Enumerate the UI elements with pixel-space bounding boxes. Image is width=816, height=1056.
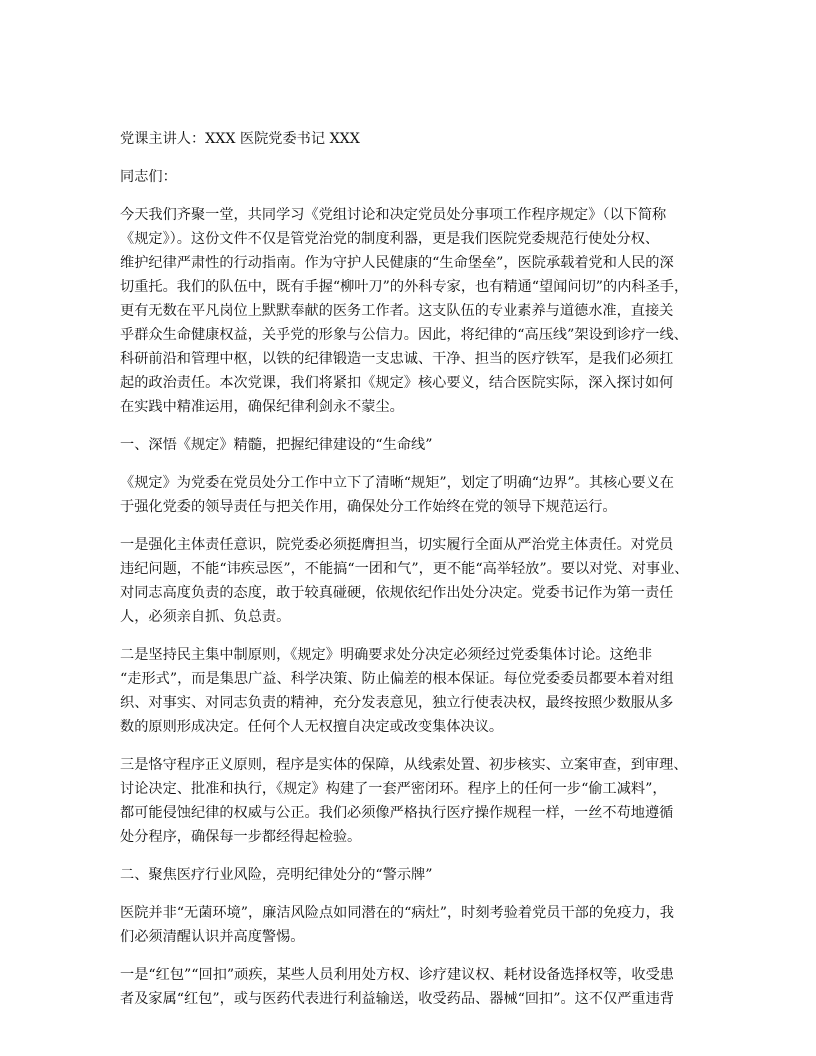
text-line: 维护纪律严肃性的行动指南。作为守护人民健康的“生命堡垒”，医院承载着党和人民的深: [120, 255, 674, 271]
body-paragraph: [120, 901, 700, 949]
text-line: 三是恪守程序正义原则，程序是实体的保障，从线索处置、初步核实、立案审查，到审理、: [120, 757, 688, 773]
text-line: 今天我们齐聚一堂，共同学习《党组讨论和决定党员处分事项工作程序规定》（以下简称: [120, 207, 667, 223]
text-line: 更有无数在平凡岗位上默默奉献的医务工作者。这支队伍的专业素养与道德水准，直接关: [120, 303, 674, 319]
text-line: 《规定》为党委在党员处分工作中立下了清晰“规矩”，划定了明确“边界”。其核心要义在: [120, 475, 674, 491]
text-line: 处分程序，确保每一步都经得起检验。: [120, 829, 362, 845]
text-line: 在实践中精准运用，确保纪律利剑永不蒙尘。: [120, 399, 404, 415]
text-line: 党课主讲人：XXX 医院党委书记 XXX: [120, 131, 360, 147]
text-line: 们必须清醒认识并高度警惕。: [120, 929, 305, 945]
text-line: 对同志高度负责的态度，敢于较真碰硬，依规依纪作出处分决定。党委书记作为第一责任: [120, 585, 674, 601]
text-line: 科研前沿和管理中枢，以铁的纪律锻造一支忠诚、干净、担当的医疗铁军，是我们必须扛: [120, 351, 674, 367]
body-paragraph: [120, 471, 700, 519]
text-line: 都可能侵蚀纪律的权威与公正。我们必须像严格执行医疗操作规程一样，一丝不苟地遵循: [120, 805, 674, 821]
text-line: 人，必须亲自抓、负总责。: [120, 609, 291, 625]
text-line: 讨论决定、批准和执行，《规定》构建了一套严密闭环。程序上的任何一步“偷工减料”，: [120, 781, 667, 797]
speaker-line: [120, 127, 700, 151]
text-line: “走形式”，而是集思广益、科学决策、防止偏差的根本保证。每位党委委员都要本着对组: [120, 671, 674, 687]
text-line: 违纪问题，不能“讳疾忌医”，不能搞“一团和气”，更不能“高举轻放”。要以对党、对事业、: [120, 561, 689, 577]
text-line: 二是坚持民主集中制原则，《规定》明确要求处分决定必须经过党委集体讨论。这绝非: [120, 647, 653, 663]
text-line: 织、对事实、对同志负责的精神，充分发表意见，独立行使表决权，最终按照少数服从多: [120, 695, 674, 711]
body-paragraph: [120, 963, 700, 1011]
text-line: 切重托。我们的队伍中，既有手握“柳叶刀”的外科专家，也有精通“望闻问切”的内科圣手，: [120, 279, 689, 295]
section-heading-2: [120, 863, 700, 887]
document-body: [120, 127, 700, 1025]
text-line: 数的原则形成决定。任何个人无权擅自决定或改变集体决议。: [120, 719, 504, 735]
text-line: 起的政治责任。本次党课，我们将紧扣《规定》核心要义，结合医院实际，深入探讨如何: [120, 375, 674, 391]
text-line: 《规定》）。这份文件不仅是管党治党的制度利器，更是我们医院党委规范行使处分权、: [120, 231, 660, 247]
section-heading-1: [120, 433, 700, 457]
text-line: 同志们：: [120, 169, 177, 185]
text-line: 医院并非“无菌环境”，廉洁风险点如同潜在的“病灶”，时刻考验着党员干部的免疫力，我: [120, 905, 674, 921]
body-paragraph: [120, 753, 700, 849]
text-line: 一、深悟《规定》精髓，把握纪律建设的“生命线”: [120, 437, 433, 453]
text-line: 乎群众生命健康权益，关乎党的形象与公信力。因此，将纪律的“高压线”架设到诊疗一线、: [120, 327, 688, 343]
body-paragraph: [120, 533, 700, 629]
text-line: 二、聚焦医疗行业风险，亮明纪律处分的“警示牌”: [120, 867, 433, 883]
text-line: 一是强化主体责任意识，院党委必须挺膺担当，切实履行全面从严治党主体责任。对党员: [120, 537, 674, 553]
salutation: [120, 165, 700, 189]
body-paragraph: [120, 643, 700, 739]
text-line: 者及家属“红包”，或与医药代表进行利益输送，收受药品、器械“回扣”。这不仅严重违背: [120, 991, 674, 1007]
text-line: 一是“红包”“回扣”顽疾，某些人员利用处方权、诊疗建议权、耗材设备选择权等，收受患: [120, 967, 674, 983]
text-line: 于强化党委的领导责任与把关作用，确保处分工作始终在党的领导下规范运行。: [120, 499, 617, 515]
intro-paragraph: [120, 203, 700, 419]
